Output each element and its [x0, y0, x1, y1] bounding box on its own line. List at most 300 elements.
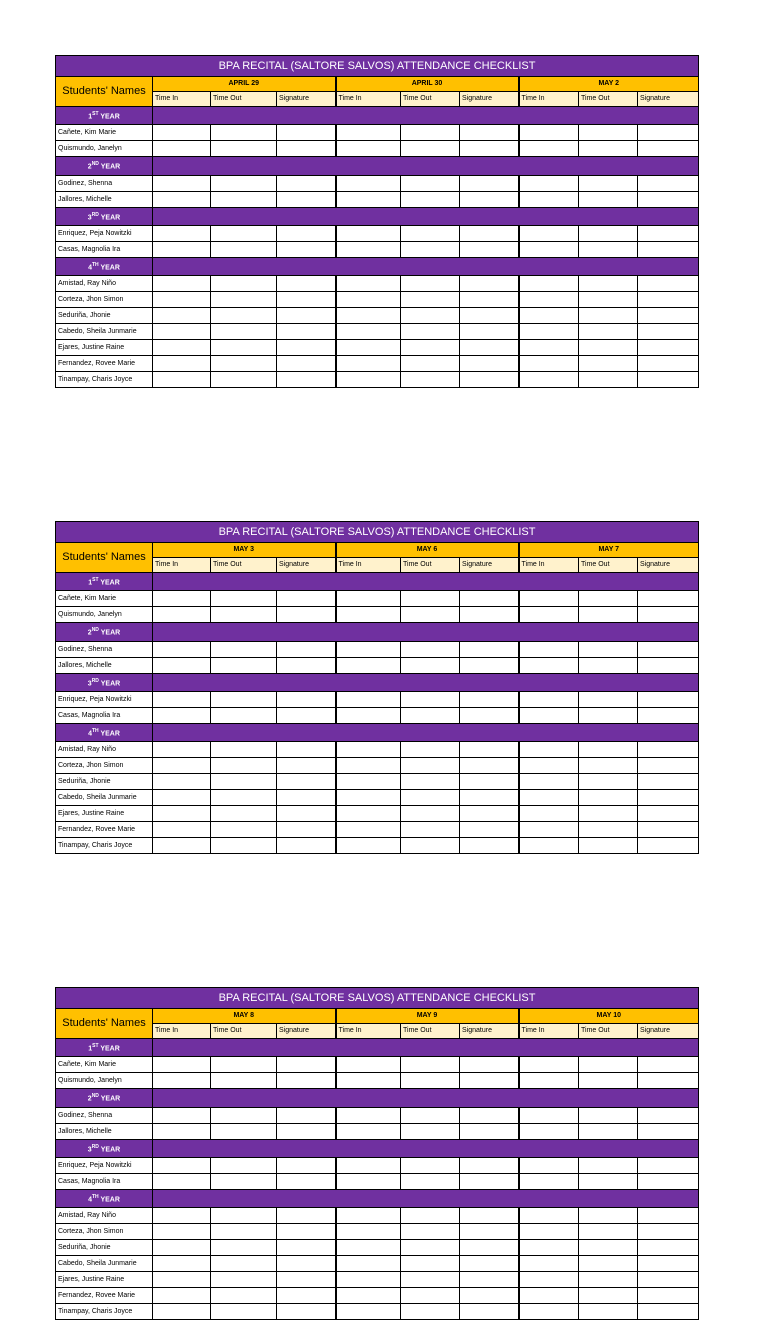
attendance-cell[interactable]: [519, 822, 579, 838]
attendance-cell[interactable]: [211, 790, 277, 806]
attendance-cell[interactable]: [277, 191, 336, 207]
attendance-cell[interactable]: [519, 1256, 579, 1272]
attendance-cell[interactable]: [336, 372, 401, 388]
attendance-cell[interactable]: [336, 1123, 401, 1139]
attendance-cell[interactable]: [211, 1057, 277, 1073]
attendance-cell[interactable]: [519, 308, 579, 324]
attendance-cell[interactable]: [211, 1256, 277, 1272]
attendance-cell[interactable]: [579, 324, 638, 340]
attendance-cell[interactable]: [211, 308, 277, 324]
attendance-cell[interactable]: [153, 225, 211, 241]
attendance-cell[interactable]: [519, 1107, 579, 1123]
attendance-cell[interactable]: [519, 1157, 579, 1173]
attendance-cell[interactable]: [336, 822, 401, 838]
attendance-cell[interactable]: [211, 774, 277, 790]
attendance-cell[interactable]: [638, 1240, 699, 1256]
attendance-cell[interactable]: [579, 641, 638, 657]
attendance-cell[interactable]: [401, 141, 460, 157]
attendance-cell[interactable]: [579, 591, 638, 607]
attendance-cell[interactable]: [277, 742, 336, 758]
attendance-cell[interactable]: [336, 191, 401, 207]
attendance-cell[interactable]: [460, 372, 519, 388]
attendance-cell[interactable]: [579, 276, 638, 292]
attendance-cell[interactable]: [460, 324, 519, 340]
attendance-cell[interactable]: [579, 1208, 638, 1224]
attendance-cell[interactable]: [519, 356, 579, 372]
attendance-cell[interactable]: [460, 340, 519, 356]
attendance-cell[interactable]: [153, 1107, 211, 1123]
attendance-cell[interactable]: [401, 225, 460, 241]
attendance-cell[interactable]: [277, 657, 336, 673]
attendance-cell[interactable]: [519, 838, 579, 854]
attendance-cell[interactable]: [579, 838, 638, 854]
attendance-cell[interactable]: [277, 241, 336, 257]
attendance-cell[interactable]: [519, 790, 579, 806]
attendance-cell[interactable]: [460, 838, 519, 854]
attendance-cell[interactable]: [277, 758, 336, 774]
attendance-cell[interactable]: [153, 1208, 211, 1224]
attendance-cell[interactable]: [211, 758, 277, 774]
attendance-cell[interactable]: [336, 707, 401, 723]
attendance-cell[interactable]: [638, 790, 699, 806]
attendance-cell[interactable]: [336, 125, 401, 141]
attendance-cell[interactable]: [153, 191, 211, 207]
attendance-cell[interactable]: [519, 141, 579, 157]
attendance-cell[interactable]: [211, 1107, 277, 1123]
attendance-cell[interactable]: [638, 324, 699, 340]
attendance-cell[interactable]: [277, 372, 336, 388]
attendance-cell[interactable]: [336, 1057, 401, 1073]
attendance-cell[interactable]: [153, 838, 211, 854]
attendance-cell[interactable]: [401, 191, 460, 207]
attendance-cell[interactable]: [579, 742, 638, 758]
attendance-cell[interactable]: [153, 276, 211, 292]
attendance-cell[interactable]: [519, 1073, 579, 1089]
attendance-cell[interactable]: [153, 1256, 211, 1272]
attendance-cell[interactable]: [153, 691, 211, 707]
attendance-cell[interactable]: [211, 607, 277, 623]
attendance-cell[interactable]: [460, 822, 519, 838]
attendance-cell[interactable]: [211, 340, 277, 356]
attendance-cell[interactable]: [211, 276, 277, 292]
attendance-cell[interactable]: [211, 1224, 277, 1240]
attendance-cell[interactable]: [519, 742, 579, 758]
attendance-cell[interactable]: [638, 1256, 699, 1272]
attendance-cell[interactable]: [211, 292, 277, 308]
attendance-cell[interactable]: [336, 1304, 401, 1320]
attendance-cell[interactable]: [579, 691, 638, 707]
attendance-cell[interactable]: [638, 372, 699, 388]
attendance-cell[interactable]: [638, 191, 699, 207]
attendance-cell[interactable]: [336, 241, 401, 257]
attendance-cell[interactable]: [460, 1272, 519, 1288]
attendance-cell[interactable]: [336, 1107, 401, 1123]
attendance-cell[interactable]: [211, 591, 277, 607]
attendance-cell[interactable]: [153, 742, 211, 758]
attendance-cell[interactable]: [638, 1107, 699, 1123]
attendance-cell[interactable]: [153, 1123, 211, 1139]
attendance-cell[interactable]: [638, 1123, 699, 1139]
attendance-cell[interactable]: [336, 340, 401, 356]
attendance-cell[interactable]: [277, 1304, 336, 1320]
attendance-cell[interactable]: [336, 1288, 401, 1304]
attendance-cell[interactable]: [460, 191, 519, 207]
attendance-cell[interactable]: [336, 1272, 401, 1288]
attendance-cell[interactable]: [277, 838, 336, 854]
attendance-cell[interactable]: [153, 806, 211, 822]
attendance-cell[interactable]: [336, 276, 401, 292]
attendance-cell[interactable]: [211, 742, 277, 758]
attendance-cell[interactable]: [211, 1157, 277, 1173]
attendance-cell[interactable]: [638, 691, 699, 707]
attendance-cell[interactable]: [153, 591, 211, 607]
attendance-cell[interactable]: [638, 1057, 699, 1073]
attendance-cell[interactable]: [519, 175, 579, 191]
attendance-cell[interactable]: [277, 356, 336, 372]
attendance-cell[interactable]: [336, 1157, 401, 1173]
attendance-cell[interactable]: [401, 1057, 460, 1073]
attendance-cell[interactable]: [460, 175, 519, 191]
attendance-cell[interactable]: [211, 1240, 277, 1256]
attendance-cell[interactable]: [401, 1107, 460, 1123]
attendance-cell[interactable]: [336, 1256, 401, 1272]
attendance-cell[interactable]: [638, 356, 699, 372]
attendance-cell[interactable]: [460, 774, 519, 790]
attendance-cell[interactable]: [638, 1208, 699, 1224]
attendance-cell[interactable]: [336, 141, 401, 157]
attendance-cell[interactable]: [519, 340, 579, 356]
attendance-cell[interactable]: [211, 822, 277, 838]
attendance-cell[interactable]: [277, 822, 336, 838]
attendance-cell[interactable]: [638, 276, 699, 292]
attendance-cell[interactable]: [579, 1107, 638, 1123]
attendance-cell[interactable]: [277, 707, 336, 723]
attendance-cell[interactable]: [277, 1240, 336, 1256]
attendance-cell[interactable]: [401, 742, 460, 758]
attendance-cell[interactable]: [277, 1173, 336, 1189]
attendance-cell[interactable]: [401, 758, 460, 774]
attendance-cell[interactable]: [579, 175, 638, 191]
attendance-cell[interactable]: [638, 742, 699, 758]
attendance-cell[interactable]: [460, 707, 519, 723]
attendance-cell[interactable]: [519, 1173, 579, 1189]
attendance-cell[interactable]: [211, 141, 277, 157]
attendance-cell[interactable]: [211, 191, 277, 207]
attendance-cell[interactable]: [277, 175, 336, 191]
attendance-cell[interactable]: [638, 1304, 699, 1320]
attendance-cell[interactable]: [401, 1208, 460, 1224]
attendance-cell[interactable]: [460, 607, 519, 623]
attendance-cell[interactable]: [277, 1057, 336, 1073]
attendance-cell[interactable]: [460, 790, 519, 806]
attendance-cell[interactable]: [211, 691, 277, 707]
attendance-cell[interactable]: [277, 1208, 336, 1224]
attendance-cell[interactable]: [153, 372, 211, 388]
attendance-cell[interactable]: [638, 308, 699, 324]
attendance-cell[interactable]: [460, 657, 519, 673]
attendance-cell[interactable]: [638, 657, 699, 673]
attendance-cell[interactable]: [579, 1123, 638, 1139]
attendance-cell[interactable]: [401, 822, 460, 838]
attendance-cell[interactable]: [401, 691, 460, 707]
attendance-cell[interactable]: [211, 356, 277, 372]
attendance-cell[interactable]: [638, 125, 699, 141]
attendance-cell[interactable]: [401, 1272, 460, 1288]
attendance-cell[interactable]: [519, 225, 579, 241]
attendance-cell[interactable]: [460, 742, 519, 758]
attendance-cell[interactable]: [638, 1288, 699, 1304]
attendance-cell[interactable]: [519, 191, 579, 207]
attendance-cell[interactable]: [153, 340, 211, 356]
attendance-cell[interactable]: [638, 340, 699, 356]
attendance-cell[interactable]: [211, 1123, 277, 1139]
attendance-cell[interactable]: [153, 607, 211, 623]
attendance-cell[interactable]: [579, 1057, 638, 1073]
attendance-cell[interactable]: [460, 1304, 519, 1320]
attendance-cell[interactable]: [277, 641, 336, 657]
attendance-cell[interactable]: [579, 1288, 638, 1304]
attendance-cell[interactable]: [211, 241, 277, 257]
attendance-cell[interactable]: [277, 340, 336, 356]
attendance-cell[interactable]: [153, 1304, 211, 1320]
attendance-cell[interactable]: [211, 372, 277, 388]
attendance-cell[interactable]: [519, 1123, 579, 1139]
attendance-cell[interactable]: [211, 1073, 277, 1089]
attendance-cell[interactable]: [336, 607, 401, 623]
attendance-cell[interactable]: [277, 1272, 336, 1288]
attendance-cell[interactable]: [211, 838, 277, 854]
attendance-cell[interactable]: [401, 790, 460, 806]
attendance-cell[interactable]: [638, 806, 699, 822]
attendance-cell[interactable]: [277, 1157, 336, 1173]
attendance-cell[interactable]: [519, 372, 579, 388]
attendance-cell[interactable]: [579, 141, 638, 157]
attendance-cell[interactable]: [153, 292, 211, 308]
attendance-cell[interactable]: [579, 1272, 638, 1288]
attendance-cell[interactable]: [579, 372, 638, 388]
attendance-cell[interactable]: [336, 1173, 401, 1189]
attendance-cell[interactable]: [460, 1107, 519, 1123]
attendance-cell[interactable]: [460, 1073, 519, 1089]
attendance-cell[interactable]: [460, 292, 519, 308]
attendance-cell[interactable]: [153, 758, 211, 774]
attendance-cell[interactable]: [401, 175, 460, 191]
attendance-cell[interactable]: [519, 641, 579, 657]
attendance-cell[interactable]: [401, 292, 460, 308]
attendance-cell[interactable]: [460, 356, 519, 372]
attendance-cell[interactable]: [638, 1173, 699, 1189]
attendance-cell[interactable]: [579, 308, 638, 324]
attendance-cell[interactable]: [579, 241, 638, 257]
attendance-cell[interactable]: [153, 356, 211, 372]
attendance-cell[interactable]: [638, 292, 699, 308]
attendance-cell[interactable]: [460, 1208, 519, 1224]
attendance-cell[interactable]: [519, 758, 579, 774]
attendance-cell[interactable]: [519, 1304, 579, 1320]
attendance-cell[interactable]: [153, 1073, 211, 1089]
attendance-cell[interactable]: [519, 1224, 579, 1240]
attendance-cell[interactable]: [579, 191, 638, 207]
attendance-cell[interactable]: [638, 1073, 699, 1089]
attendance-cell[interactable]: [277, 292, 336, 308]
attendance-cell[interactable]: [211, 324, 277, 340]
attendance-cell[interactable]: [460, 1057, 519, 1073]
attendance-cell[interactable]: [277, 774, 336, 790]
attendance-cell[interactable]: [277, 276, 336, 292]
attendance-cell[interactable]: [519, 1272, 579, 1288]
attendance-cell[interactable]: [460, 591, 519, 607]
attendance-cell[interactable]: [401, 657, 460, 673]
attendance-cell[interactable]: [336, 175, 401, 191]
attendance-cell[interactable]: [519, 1057, 579, 1073]
attendance-cell[interactable]: [401, 241, 460, 257]
attendance-cell[interactable]: [401, 707, 460, 723]
attendance-cell[interactable]: [579, 225, 638, 241]
attendance-cell[interactable]: [277, 308, 336, 324]
attendance-cell[interactable]: [519, 607, 579, 623]
attendance-cell[interactable]: [638, 838, 699, 854]
attendance-cell[interactable]: [638, 822, 699, 838]
attendance-cell[interactable]: [519, 1288, 579, 1304]
attendance-cell[interactable]: [401, 1256, 460, 1272]
attendance-cell[interactable]: [336, 356, 401, 372]
attendance-cell[interactable]: [336, 225, 401, 241]
attendance-cell[interactable]: [277, 691, 336, 707]
attendance-cell[interactable]: [519, 125, 579, 141]
attendance-cell[interactable]: [211, 1208, 277, 1224]
attendance-cell[interactable]: [153, 1057, 211, 1073]
attendance-cell[interactable]: [460, 141, 519, 157]
attendance-cell[interactable]: [211, 225, 277, 241]
attendance-cell[interactable]: [277, 1073, 336, 1089]
attendance-cell[interactable]: [401, 340, 460, 356]
attendance-cell[interactable]: [401, 641, 460, 657]
attendance-cell[interactable]: [153, 1224, 211, 1240]
attendance-cell[interactable]: [460, 1240, 519, 1256]
attendance-cell[interactable]: [638, 607, 699, 623]
attendance-cell[interactable]: [460, 125, 519, 141]
attendance-cell[interactable]: [460, 225, 519, 241]
attendance-cell[interactable]: [519, 707, 579, 723]
attendance-cell[interactable]: [336, 790, 401, 806]
attendance-cell[interactable]: [336, 591, 401, 607]
attendance-cell[interactable]: [277, 225, 336, 241]
attendance-cell[interactable]: [579, 1173, 638, 1189]
attendance-cell[interactable]: [460, 806, 519, 822]
attendance-cell[interactable]: [277, 1107, 336, 1123]
attendance-cell[interactable]: [579, 607, 638, 623]
attendance-cell[interactable]: [401, 276, 460, 292]
attendance-cell[interactable]: [336, 324, 401, 340]
attendance-cell[interactable]: [638, 175, 699, 191]
attendance-cell[interactable]: [277, 1123, 336, 1139]
attendance-cell[interactable]: [579, 657, 638, 673]
attendance-cell[interactable]: [638, 141, 699, 157]
attendance-cell[interactable]: [277, 141, 336, 157]
attendance-cell[interactable]: [579, 340, 638, 356]
attendance-cell[interactable]: [153, 657, 211, 673]
attendance-cell[interactable]: [579, 1304, 638, 1320]
attendance-cell[interactable]: [153, 1240, 211, 1256]
attendance-cell[interactable]: [211, 1173, 277, 1189]
attendance-cell[interactable]: [460, 1123, 519, 1139]
attendance-cell[interactable]: [460, 1224, 519, 1240]
attendance-cell[interactable]: [638, 1272, 699, 1288]
attendance-cell[interactable]: [153, 774, 211, 790]
attendance-cell[interactable]: [336, 774, 401, 790]
attendance-cell[interactable]: [277, 607, 336, 623]
attendance-cell[interactable]: [579, 822, 638, 838]
attendance-cell[interactable]: [401, 1073, 460, 1089]
attendance-cell[interactable]: [153, 1288, 211, 1304]
attendance-cell[interactable]: [153, 790, 211, 806]
attendance-cell[interactable]: [638, 225, 699, 241]
attendance-cell[interactable]: [336, 641, 401, 657]
attendance-cell[interactable]: [519, 324, 579, 340]
attendance-cell[interactable]: [336, 691, 401, 707]
attendance-cell[interactable]: [336, 758, 401, 774]
attendance-cell[interactable]: [401, 125, 460, 141]
attendance-cell[interactable]: [277, 324, 336, 340]
attendance-cell[interactable]: [336, 1224, 401, 1240]
attendance-cell[interactable]: [579, 758, 638, 774]
attendance-cell[interactable]: [401, 1224, 460, 1240]
attendance-cell[interactable]: [638, 707, 699, 723]
attendance-cell[interactable]: [519, 276, 579, 292]
attendance-cell[interactable]: [153, 241, 211, 257]
attendance-cell[interactable]: [638, 641, 699, 657]
attendance-cell[interactable]: [519, 691, 579, 707]
attendance-cell[interactable]: [579, 125, 638, 141]
attendance-cell[interactable]: [153, 324, 211, 340]
attendance-cell[interactable]: [401, 324, 460, 340]
attendance-cell[interactable]: [519, 591, 579, 607]
attendance-cell[interactable]: [519, 657, 579, 673]
attendance-cell[interactable]: [460, 758, 519, 774]
attendance-cell[interactable]: [336, 1240, 401, 1256]
attendance-cell[interactable]: [211, 125, 277, 141]
attendance-cell[interactable]: [401, 308, 460, 324]
attendance-cell[interactable]: [211, 806, 277, 822]
attendance-cell[interactable]: [460, 276, 519, 292]
attendance-cell[interactable]: [211, 707, 277, 723]
attendance-cell[interactable]: [153, 822, 211, 838]
attendance-cell[interactable]: [460, 241, 519, 257]
attendance-cell[interactable]: [277, 790, 336, 806]
attendance-cell[interactable]: [460, 1256, 519, 1272]
attendance-cell[interactable]: [579, 1224, 638, 1240]
attendance-cell[interactable]: [638, 591, 699, 607]
attendance-cell[interactable]: [153, 308, 211, 324]
attendance-cell[interactable]: [519, 1208, 579, 1224]
attendance-cell[interactable]: [336, 657, 401, 673]
attendance-cell[interactable]: [211, 657, 277, 673]
attendance-cell[interactable]: [579, 1240, 638, 1256]
attendance-cell[interactable]: [401, 356, 460, 372]
attendance-cell[interactable]: [579, 1157, 638, 1173]
attendance-cell[interactable]: [401, 774, 460, 790]
attendance-cell[interactable]: [579, 774, 638, 790]
attendance-cell[interactable]: [336, 838, 401, 854]
attendance-cell[interactable]: [579, 1256, 638, 1272]
attendance-cell[interactable]: [519, 241, 579, 257]
attendance-cell[interactable]: [401, 607, 460, 623]
attendance-cell[interactable]: [579, 707, 638, 723]
attendance-cell[interactable]: [519, 1240, 579, 1256]
attendance-cell[interactable]: [579, 806, 638, 822]
attendance-cell[interactable]: [460, 1288, 519, 1304]
attendance-cell[interactable]: [211, 1304, 277, 1320]
